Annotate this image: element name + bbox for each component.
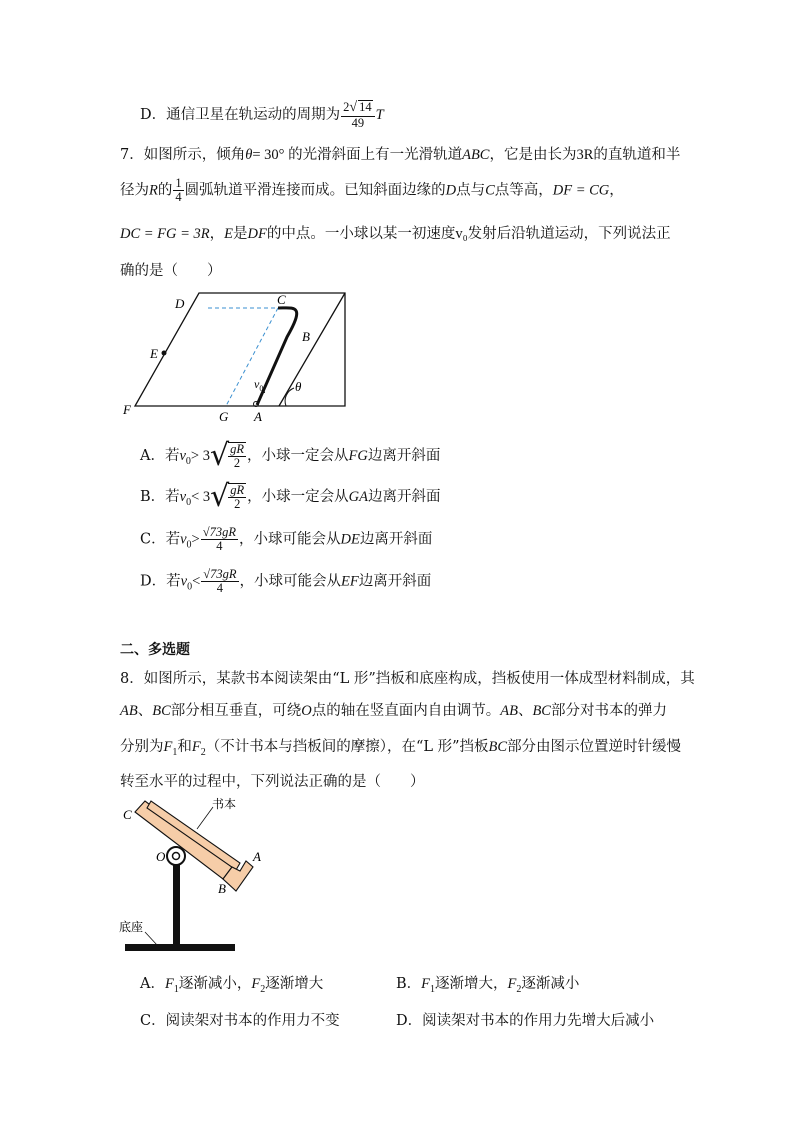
label-F: F bbox=[123, 402, 131, 417]
q8-stem-line-2: AB、BC部分相互垂直，可绕O点的轴在竖直面内自由调节。AB、BC部分对书本的弹力 bbox=[120, 703, 667, 719]
q8-bookstand-figure bbox=[115, 797, 275, 957]
label-B: B bbox=[218, 881, 226, 896]
label-base: 底座 bbox=[119, 920, 144, 934]
label-v0: $v_0$ bbox=[254, 377, 264, 393]
q6-period-symbol: T bbox=[375, 106, 384, 123]
q8-stem-line-1: 8．如图所示，某款书本阅读架由“L 形”挡板和底座构成，挡板使用一体成型材料制成，其 bbox=[120, 671, 695, 687]
q7-stem-line-4: 确的是（ ） bbox=[120, 263, 222, 279]
label-E: E bbox=[150, 346, 158, 361]
q8-option-b[interactable]: B．$F_1$逐渐增大，$F_2$逐渐减小 bbox=[396, 976, 580, 995]
section-heading-multiple-choice: 二、多选题 bbox=[120, 642, 190, 658]
label-A: A bbox=[254, 409, 262, 424]
q7-stem-line-1: 7．如图所示，倾角θ= 30° 的光滑斜面上有一光滑轨道ABC，它是由长为3R的直轨道和半 bbox=[120, 147, 681, 163]
q7-stem-line-2: 径为R的 $\frac{1}{4}$ 圆弧轨道平滑连接而成。已知斜面边缘的D点与C点等高，DF = CG， bbox=[120, 176, 624, 205]
q8-stem-line-4: 转至水平的过程中，下列说法正确的是（ ） bbox=[120, 774, 425, 790]
label-D: D bbox=[175, 296, 185, 311]
q7-incline-figure bbox=[118, 288, 358, 428]
label-G: G bbox=[219, 409, 229, 424]
label-book: 书本 bbox=[212, 797, 237, 811]
q6-option-d[interactable] bbox=[140, 100, 384, 130]
q7-option-a[interactable]: A．若$v_0> 3√$ $\frac{gR}{2}$ ，小球一定会从FG边离开斜面 bbox=[140, 438, 441, 473]
q7-option-d[interactable]: D．若$v_0<$ $\frac{√73gR}{4}$ ，小球可能会从EF边离开斜面 bbox=[140, 567, 432, 596]
label-O: O bbox=[156, 849, 166, 864]
label-theta: θ bbox=[295, 379, 302, 394]
q6-option-d-text: D．通信卫星在轨运动的周期为 bbox=[140, 106, 341, 123]
q7-option-b[interactable]: B．若$v_0< 3√$ $\frac{gR}{2}$ ，小球一定会从GA边离开斜面 bbox=[140, 479, 441, 514]
q8-option-c[interactable]: C．阅读架对书本的作用力不变 bbox=[140, 1013, 340, 1029]
q8-option-d[interactable]: D．阅读架对书本的作用力先增大后减小 bbox=[396, 1013, 655, 1029]
label-C: C bbox=[277, 292, 286, 307]
q8-stem-line-3: 分别为$F_1$和$F_2$（不计书本与挡板间的摩擦），在“L 形”挡板BC部分由图示位置逆时针缓慢 bbox=[120, 739, 682, 758]
label-B: B bbox=[302, 329, 310, 344]
q7-stem-line-3: DC = FG = 3R，E是DF的中点。一小球以某一初速度v₀发射后沿轨道运动，下列说法正 bbox=[120, 226, 671, 242]
q7-option-c[interactable]: C．若$v_0>$ $\frac{√73gR}{4}$ ，小球可能会从DE边离开斜面 bbox=[140, 525, 433, 554]
q8-option-a[interactable]: A．$F_1$逐渐减小，$F_2$逐渐增大 bbox=[140, 976, 324, 995]
label-A: A bbox=[253, 849, 261, 864]
label-C: C bbox=[123, 807, 132, 822]
q6-period-fraction: $\frac{2√ 14}{49}$ bbox=[341, 100, 374, 130]
